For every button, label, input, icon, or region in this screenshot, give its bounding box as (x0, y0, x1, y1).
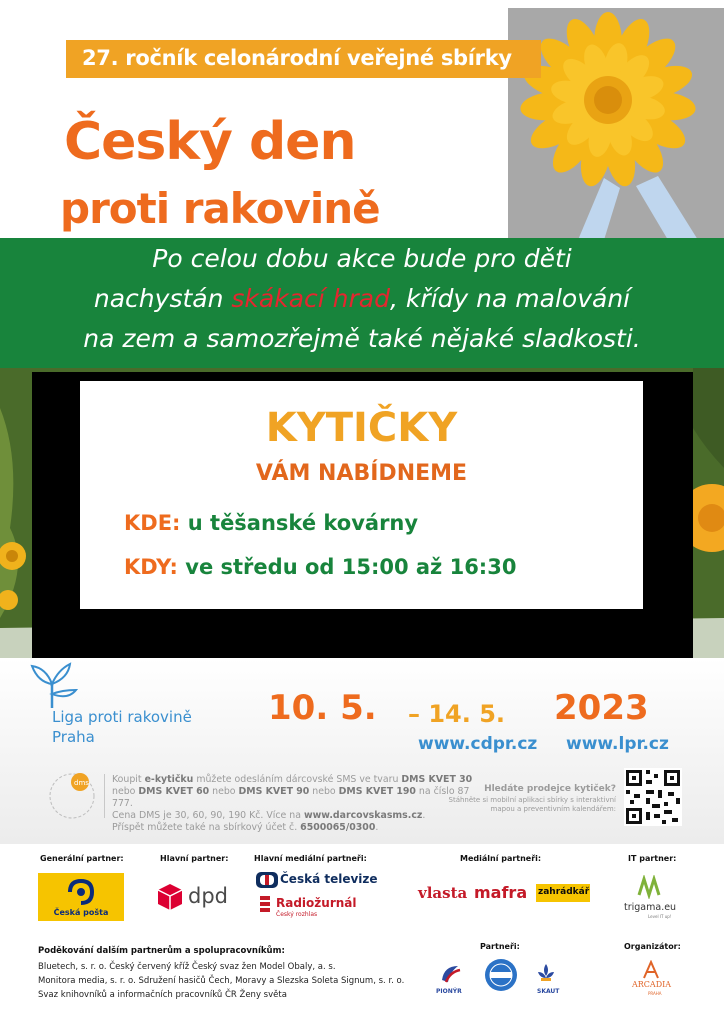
donation-text-bold: DMS KVET 190 (338, 786, 416, 797)
donation-text-part: Koupit (112, 774, 145, 785)
donation-text-part: . (422, 810, 426, 821)
divider (104, 774, 105, 818)
organizer-label: Organizátor: (624, 942, 681, 951)
donation-text-part: . (375, 822, 379, 833)
website-link-lpr[interactable]: www.lpr.cz (566, 734, 669, 754)
announcement-line-1: Po celou dobu akce bude pro děti (152, 244, 572, 273)
ceska-televize-name: Česká televize (280, 872, 378, 886)
liga-flower-icon (28, 660, 80, 712)
title-line-1: Český den (64, 112, 356, 172)
donation-text-part: můžete odesláním dárcovské SMS ve tvaru (193, 774, 402, 785)
donation-link[interactable]: www.darcovskasms.cz (303, 810, 423, 821)
when-row (124, 555, 516, 579)
where-row (124, 511, 418, 535)
donation-text-part: Příspět můžete také na sbírkový účet č. (112, 822, 301, 833)
thanks-line: Bluetech, s. r. o. Český červený kříž Český svaz žen Model Obaly, a. s. (38, 962, 336, 972)
seller-text: Stáhněte si mobilní aplikaci sbírky s interaktivní mapou a preventivním kalendářem: (448, 796, 616, 813)
partners-label: Partneři: (480, 942, 520, 951)
skaut-icon (534, 962, 558, 988)
account-number: 6500065/0300 (300, 822, 376, 833)
website-link-cdpr[interactable]: www.cdpr.cz (418, 734, 538, 754)
dms-logo-icon (46, 770, 102, 822)
donation-text-part: nebo (112, 786, 139, 797)
skaut-name: SKAUT (537, 988, 560, 995)
edition-banner (66, 40, 541, 78)
general-partner-label: Generální partner: (40, 854, 124, 863)
donation-line-2 (112, 786, 492, 810)
pionyr-name: PIONÝR (436, 988, 462, 995)
donation-text-part: Cena DMS je 30, 60, 90, 190 Kč. Více na (112, 810, 304, 821)
thanks-line: Monitora media, s. r. o. Sdružení hasičů Čech, Moravy a Slezska Soleta Signum, s. r. o. (38, 976, 405, 986)
donation-text-part: nebo (309, 786, 339, 797)
announcement-line-3: na zem a samozřejmě také nějaké sladkosti. (83, 324, 641, 353)
arcadia-icon (642, 960, 660, 980)
donation-line-1 (112, 774, 492, 786)
post-horn-icon (66, 878, 96, 906)
vlasta-logo: vlasta (418, 884, 468, 902)
arcadia-name: ARCADIA (632, 980, 672, 989)
donation-line-4 (112, 822, 492, 834)
ceska-televize-icon (256, 872, 278, 888)
thanks-line: Svaz knihovníků a informačních pracovníků ČR Ženy světa (38, 990, 287, 1000)
offer-title: KYTIČKY (265, 405, 458, 451)
cesky-rozhlas-name: Český rozhlas (276, 911, 318, 918)
announcement-band (0, 238, 724, 368)
ceska-posta-logo (38, 873, 124, 921)
seller-question: Hledáte prodejce kytiček? (484, 784, 616, 794)
main-media-partners-label: Hlavní mediální partneři: (254, 854, 367, 863)
donation-text-part: nebo (209, 786, 239, 797)
event-year: 2023 (554, 688, 649, 728)
announcement-text: , křídy na malování (389, 284, 631, 313)
arcadia-city: PRAHA (648, 991, 662, 996)
main-partner-label: Hlavní partner: (160, 854, 229, 863)
nadace-albert-icon (484, 958, 518, 992)
when-label: KDY: (124, 555, 178, 579)
announcement-text: nachystán (93, 284, 232, 313)
when-value: ve středu od 15:00 až 16:30 (185, 555, 517, 579)
ceska-posta-name: Česká pošta (53, 908, 109, 917)
date-start: 10. 5. (268, 688, 377, 728)
thanks-heading: Poděkování dalším partnerům a spolupracovníkům: (38, 946, 285, 956)
media-partners-label: Mediální partneři: (460, 854, 542, 863)
donation-text-bold: DMS KVET 90 (238, 786, 310, 797)
zahradkar-logo (536, 884, 590, 902)
it-partner-label: IT partner: (628, 854, 677, 863)
trigama-name: trigama.eu (624, 902, 677, 913)
dpd-name: dpd (188, 884, 228, 908)
donation-text-bold: e-kytičku (144, 774, 194, 785)
announcement-highlight: skákací hrad (231, 284, 390, 313)
donation-text-bold: DMS KVET 30 (401, 774, 473, 785)
trigama-icon (636, 875, 662, 899)
zahradkar-name: zahrádkář (538, 887, 590, 897)
qr-code-icon[interactable] (624, 768, 682, 826)
organizer-city: Praha (52, 728, 95, 746)
title-line-2: proti rakovině (60, 184, 380, 233)
date-end: – 14. 5. (408, 700, 506, 728)
dpd-cube-icon (156, 882, 184, 912)
radiozurnal-name: Radiožurnál (276, 896, 357, 910)
where-label: KDE: (124, 511, 181, 535)
donation-text-part: na číslo 87 777. (112, 786, 470, 809)
mafra-logo: mafra (474, 883, 528, 902)
trigama-tagline: Level IT up! (648, 914, 672, 919)
radiozurnal-icon (260, 896, 272, 918)
organizer-name: Liga proti rakovině (52, 708, 192, 726)
donation-line-3 (112, 810, 492, 822)
pionyr-icon (438, 962, 462, 986)
edition-banner-text: 27. ročník celonárodní veřejné sbírky (82, 46, 512, 70)
donation-text-bold: DMS KVET 60 (138, 786, 210, 797)
offer-subtitle: VÁM NABÍDNEME (255, 461, 468, 486)
announcement-line-2 (0, 284, 724, 313)
donation-text (112, 774, 492, 834)
where-value: u těšanské kovárny (187, 511, 419, 535)
svg-text:dms: dms (74, 779, 89, 787)
info-card (80, 381, 643, 609)
